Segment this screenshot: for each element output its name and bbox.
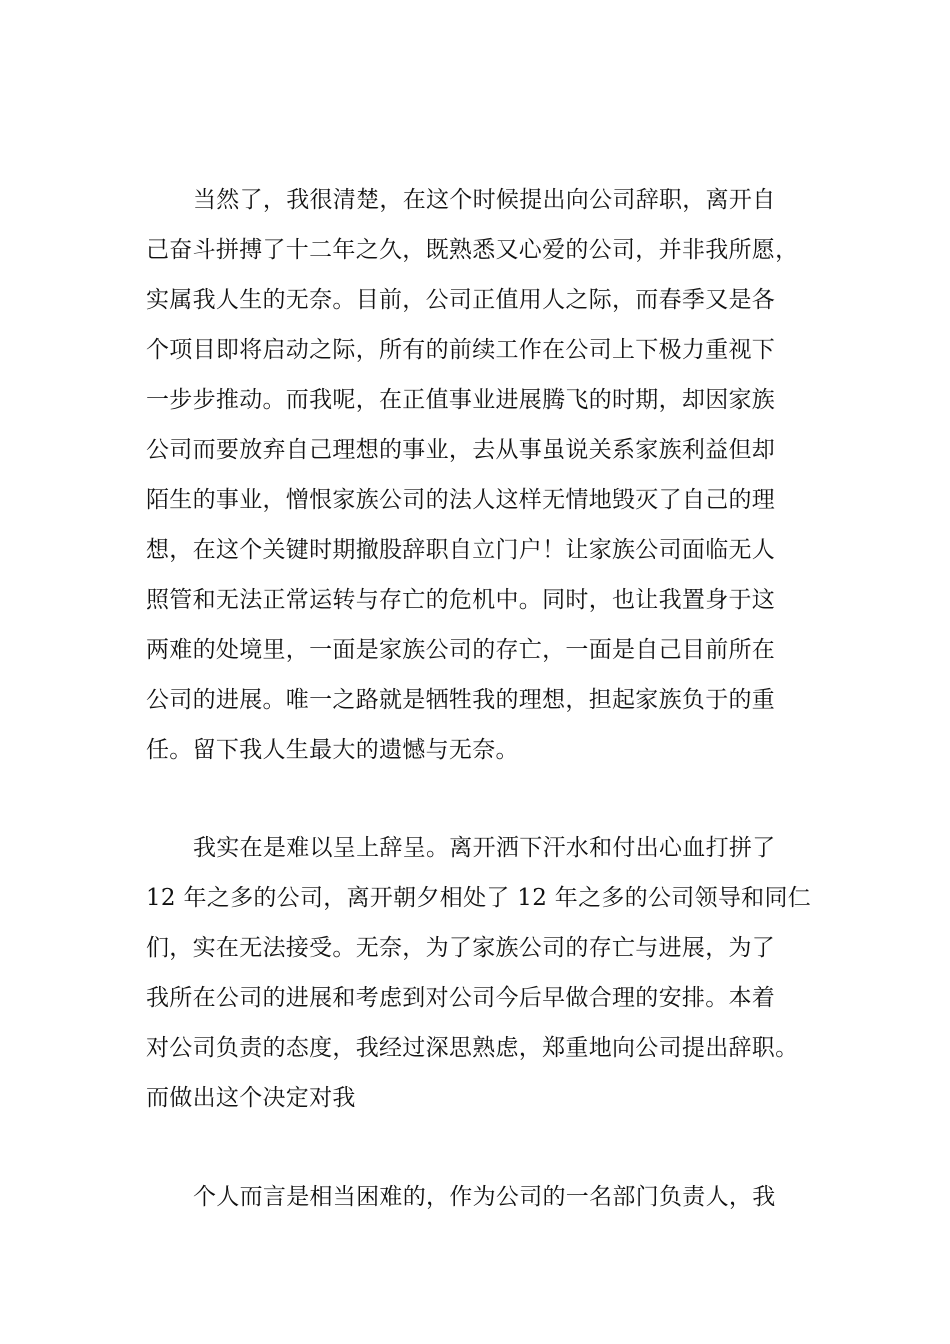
text-line: 一步步推动。而我呢，在正值事业进展腾飞的时期，却因家族 bbox=[146, 387, 776, 413]
text-line: 12 年之多的公司，离开朝夕相处了 12 年之多的公司领导和同仁 bbox=[146, 885, 812, 911]
text-line: 个人而言是相当困难的，作为公司的一名部门负责人，我 bbox=[193, 1184, 776, 1210]
paragraph-1 bbox=[146, 175, 826, 775]
text-line: 想，在这个关键时期撤股辞职自立门户！让家族公司面临无人 bbox=[146, 537, 776, 563]
text-line: 照管和无法正常运转与存亡的危机中。同时，也让我置身于这 bbox=[146, 587, 776, 613]
text-line: 对公司负责的态度，我经过深思熟虑，郑重地向公司提出辞职。 bbox=[146, 1035, 799, 1061]
paragraph-3 bbox=[146, 1172, 826, 1222]
text-line: 而做出这个决定对我 bbox=[146, 1085, 356, 1111]
text-line: 公司而要放弃自己理想的事业，去从事虽说关系家族利益但却 bbox=[146, 437, 776, 463]
text-line: 我实在是难以呈上辞呈。离开洒下汗水和付出心血打拼了 bbox=[193, 835, 776, 861]
text-line: 任。留下我人生最大的遗憾与无奈。 bbox=[146, 737, 519, 763]
paragraph-2 bbox=[146, 823, 826, 1123]
text-line: 陌生的事业，憎恨家族公司的法人这样无情地毁灭了自己的理 bbox=[146, 487, 776, 513]
text-line: 们，实在无法接受。无奈，为了家族公司的存亡与进展，为了 bbox=[146, 935, 776, 961]
text-line: 两难的处境里，一面是家族公司的存亡，一面是自己目前所在 bbox=[146, 637, 776, 663]
text-line: 个项目即将启动之际，所有的前续工作在公司上下极力重视下 bbox=[146, 337, 776, 363]
text-line: 我所在公司的进展和考虑到对公司今后早做合理的安排。本着 bbox=[146, 985, 776, 1011]
text-line: 公司的进展。唯一之路就是牺牲我的理想，担起家族负于的重 bbox=[146, 687, 776, 713]
text-line: 己奋斗拼搏了十二年之久，既熟悉又心爱的公司，并非我所愿， bbox=[146, 237, 799, 263]
text-line: 当然了，我很清楚，在这个时候提出向公司辞职，离开自 bbox=[193, 187, 776, 213]
text-line: 实属我人生的无奈。目前，公司正值用人之际，而春季又是各 bbox=[146, 287, 776, 313]
